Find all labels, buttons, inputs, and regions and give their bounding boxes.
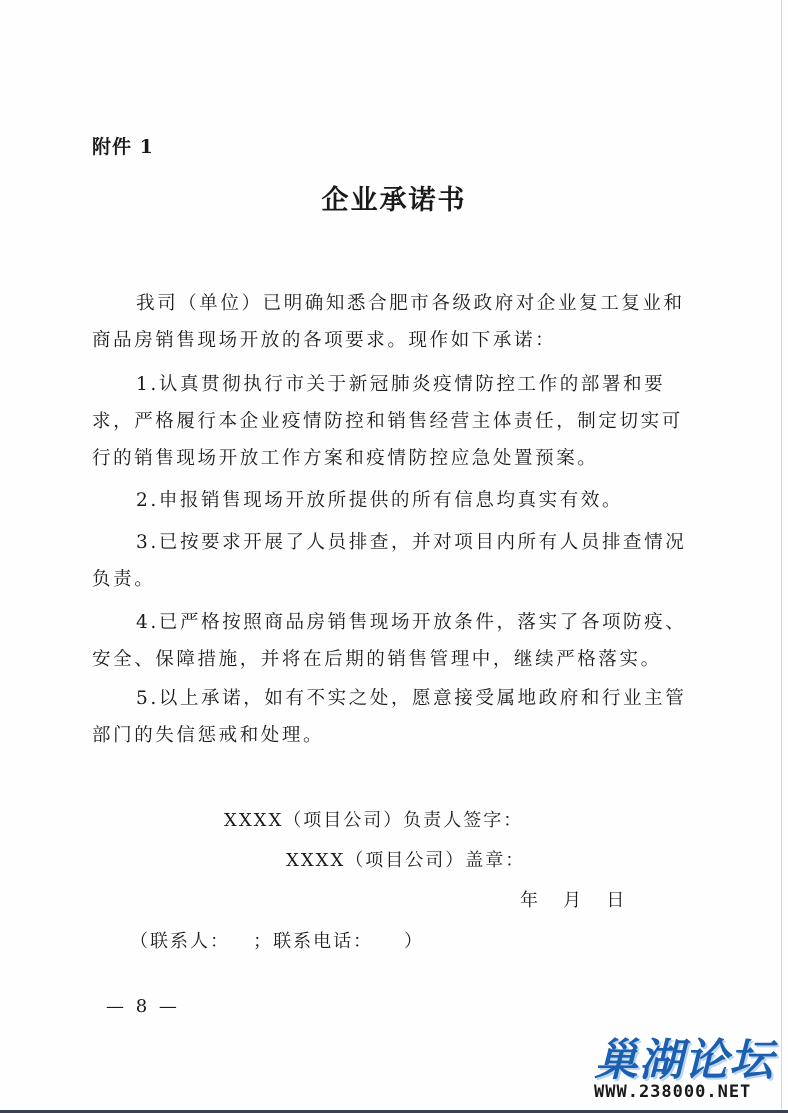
- commitment-item-2: [92, 482, 698, 519]
- commitment-item-3: [92, 524, 698, 598]
- intro-paragraph: [92, 285, 698, 359]
- document-title: 企业承诺书: [321, 185, 467, 216]
- attachment-label: 附件 1: [92, 136, 154, 158]
- page-edge: [781, 0, 782, 1113]
- item-line: 4.已严格按照商品房销售现场开放条件，落实了各项防疫、: [136, 612, 687, 633]
- item-line: 负责。: [92, 569, 156, 590]
- contact-line: （联系人： ；联系电话： ）: [130, 931, 425, 952]
- commitment-item-1: [92, 366, 698, 477]
- item-line: 2.申报销售现场开放所提供的所有信息均真实有效。: [136, 490, 624, 511]
- intro-line: 我司（单位）已明确知悉合肥市各级政府对企业复工复业和: [136, 293, 685, 314]
- commitment-item-4: [92, 604, 698, 678]
- commitment-item-5: [92, 680, 698, 754]
- item-line: 安全、保障措施，并将在后期的销售管理中，继续严格落实。: [92, 649, 662, 670]
- signature-line: XXXX（项目公司）负责人签字：: [224, 810, 524, 831]
- watermark-title: 巢湖论坛: [594, 1035, 774, 1086]
- forum-watermark: [588, 1022, 778, 1108]
- item-line: 部门的失信惩戒和处理。: [92, 725, 325, 746]
- item-line: 3.已按要求开展了人员排查，并对项目内所有人员排查情况: [136, 532, 687, 553]
- date-line: 年 月 日: [520, 890, 627, 911]
- page-number: — 8 —: [106, 996, 180, 1017]
- intro-line: 商品房销售现场开放的各项要求。现作如下承诺：: [92, 330, 557, 351]
- item-line: 行的销售现场开放工作方案和疫情防控应急处置预案。: [92, 448, 599, 469]
- item-line: 5.以上承诺，如有不实之处，愿意接受属地政府和行业主管: [136, 688, 687, 709]
- seal-line: XXXX（项目公司）盖章：: [286, 850, 526, 871]
- watermark-url: WWW.238000.NET: [594, 1082, 752, 1102]
- item-line: 1.认真贯彻执行市关于新冠肺炎疫情防控工作的部署和要: [136, 374, 666, 395]
- item-line: 求，严格履行本企业疫情防控和销售经营主体责任，制定切实可: [92, 411, 683, 432]
